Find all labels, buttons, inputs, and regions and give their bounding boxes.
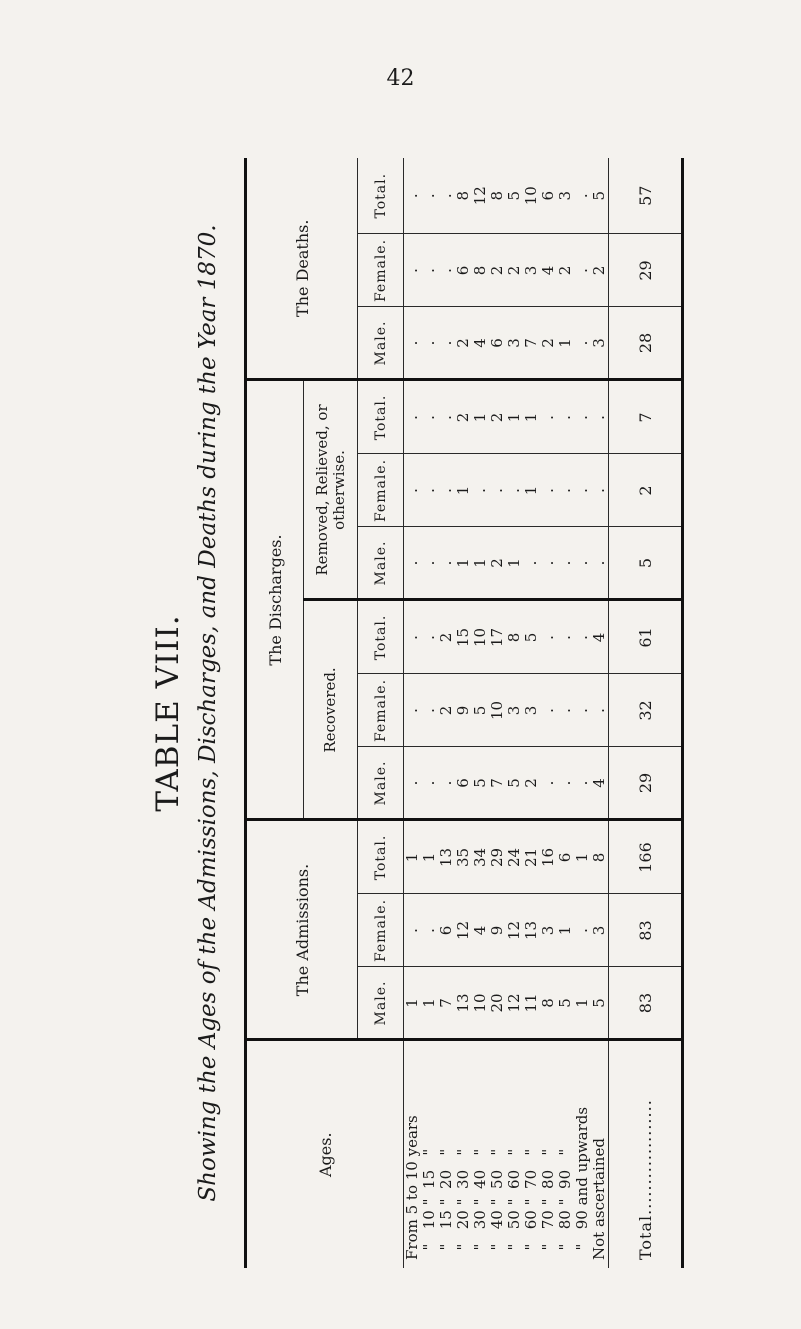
rem-total-cell (404, 380, 609, 454)
rem-female-values: . . . 1 . . . 1 . . . . (403, 485, 608, 496)
admissions-header: The Admissions. (246, 820, 358, 1040)
death-total-total: 57 (609, 158, 683, 234)
death-male-total: 28 (609, 307, 683, 380)
rec-male-total: 29 (609, 747, 683, 820)
rec-total-cell (404, 600, 609, 674)
table-row-total (609, 158, 683, 1268)
rem-total-header: Total. (358, 380, 404, 454)
rec-female-cell (404, 674, 609, 747)
death-female-total: 29 (609, 234, 683, 307)
rem-male-values: . . . 1 1 2 1 . . . . . (403, 558, 608, 568)
adm-total-total: 166 (609, 820, 683, 894)
adm-male-header: Male. (358, 967, 404, 1040)
rem-female-header: Female. (358, 454, 404, 527)
death-female-values: . . . 6 8 2 2 3 4 2 . 2 (403, 265, 608, 276)
age-labels: From 5 to 10 years " 10 " 15 " " 15 " 20 " " 20 " 30 " " 30 " 40 " " 40 " 50 " " 50 " 60 " " 60 " 70 " " 70 " 80 " " 80 " 90 " " 90 and upwards Not ascertained (403, 1106, 608, 1260)
recovered-header: Recovered. (304, 600, 358, 820)
rem-female-total: 2 (609, 454, 683, 527)
rec-female-values: . . 2 9 5 10 3 3 . . . . (403, 700, 608, 721)
adm-total-cell (404, 820, 609, 894)
rem-total-total: 7 (609, 380, 683, 454)
rem-female-cell (404, 454, 609, 527)
death-total-cell (404, 158, 609, 234)
page-number: 42 (386, 66, 415, 91)
adm-male-cell (404, 967, 609, 1040)
adm-female-cell (404, 894, 609, 967)
rem-male-header: Male. (358, 527, 404, 600)
table-subtitle: Showing the Ages of the Admissions, Discharges, and Deaths during the Year 1870. (195, 224, 221, 1202)
death-female-cell (404, 234, 609, 307)
table-row-ages (404, 158, 609, 1268)
rec-total-header: Total. (358, 600, 404, 674)
death-male-header: Male. (358, 307, 404, 380)
rotated-table-block (148, 158, 656, 1268)
adm-male-values: 1 1 7 13 10 20 12 11 8 5 1 5 (403, 993, 608, 1013)
death-total-values: . . . 8 12 8 5 10 6 3 . 5 (403, 186, 608, 206)
rec-male-cell (404, 747, 609, 820)
ages-header: Ages. (246, 1040, 404, 1268)
title-block (148, 158, 244, 1268)
total-label: Total................... (609, 1040, 683, 1268)
rem-male-total: 5 (609, 527, 683, 600)
age-labels-cell (404, 1040, 609, 1268)
adm-total-header: Total. (358, 820, 404, 894)
death-male-values: . . . 2 4 6 3 7 2 1 . 3 (403, 338, 608, 348)
rem-male-cell (404, 527, 609, 600)
death-total-header: Total. (358, 158, 404, 234)
adm-female-header: Female. (358, 894, 404, 967)
discharges-header: The Discharges. (246, 380, 304, 820)
table-title: TABLE VIII. (150, 614, 186, 812)
adm-female-values: . . 6 12 4 9 12 13 3 1 . 3 (403, 920, 608, 941)
rec-total-total: 61 (609, 600, 683, 674)
adm-female-total: 83 (609, 894, 683, 967)
ages-table (244, 158, 684, 1268)
death-male-cell (404, 307, 609, 380)
rec-total-values: . . 2 15 10 17 8 5 . . . 4 (403, 627, 608, 648)
death-female-header: Female. (358, 234, 404, 307)
deaths-header: The Deaths. (246, 158, 358, 380)
rec-female-header: Female. (358, 674, 404, 747)
rec-female-total: 32 (609, 674, 683, 747)
removed-header: Removed, Relieved, or otherwise. (304, 380, 358, 600)
adm-total-values: 1 1 13 35 34 29 24 21 16 6 1 8 (403, 847, 608, 868)
rem-total-values: . . . 2 1 2 1 1 . . . . (403, 412, 608, 423)
rec-male-values: . . . 6 5 7 5 2 . . . 4 (403, 778, 608, 788)
adm-male-total: 83 (609, 967, 683, 1040)
rec-male-header: Male. (358, 747, 404, 820)
